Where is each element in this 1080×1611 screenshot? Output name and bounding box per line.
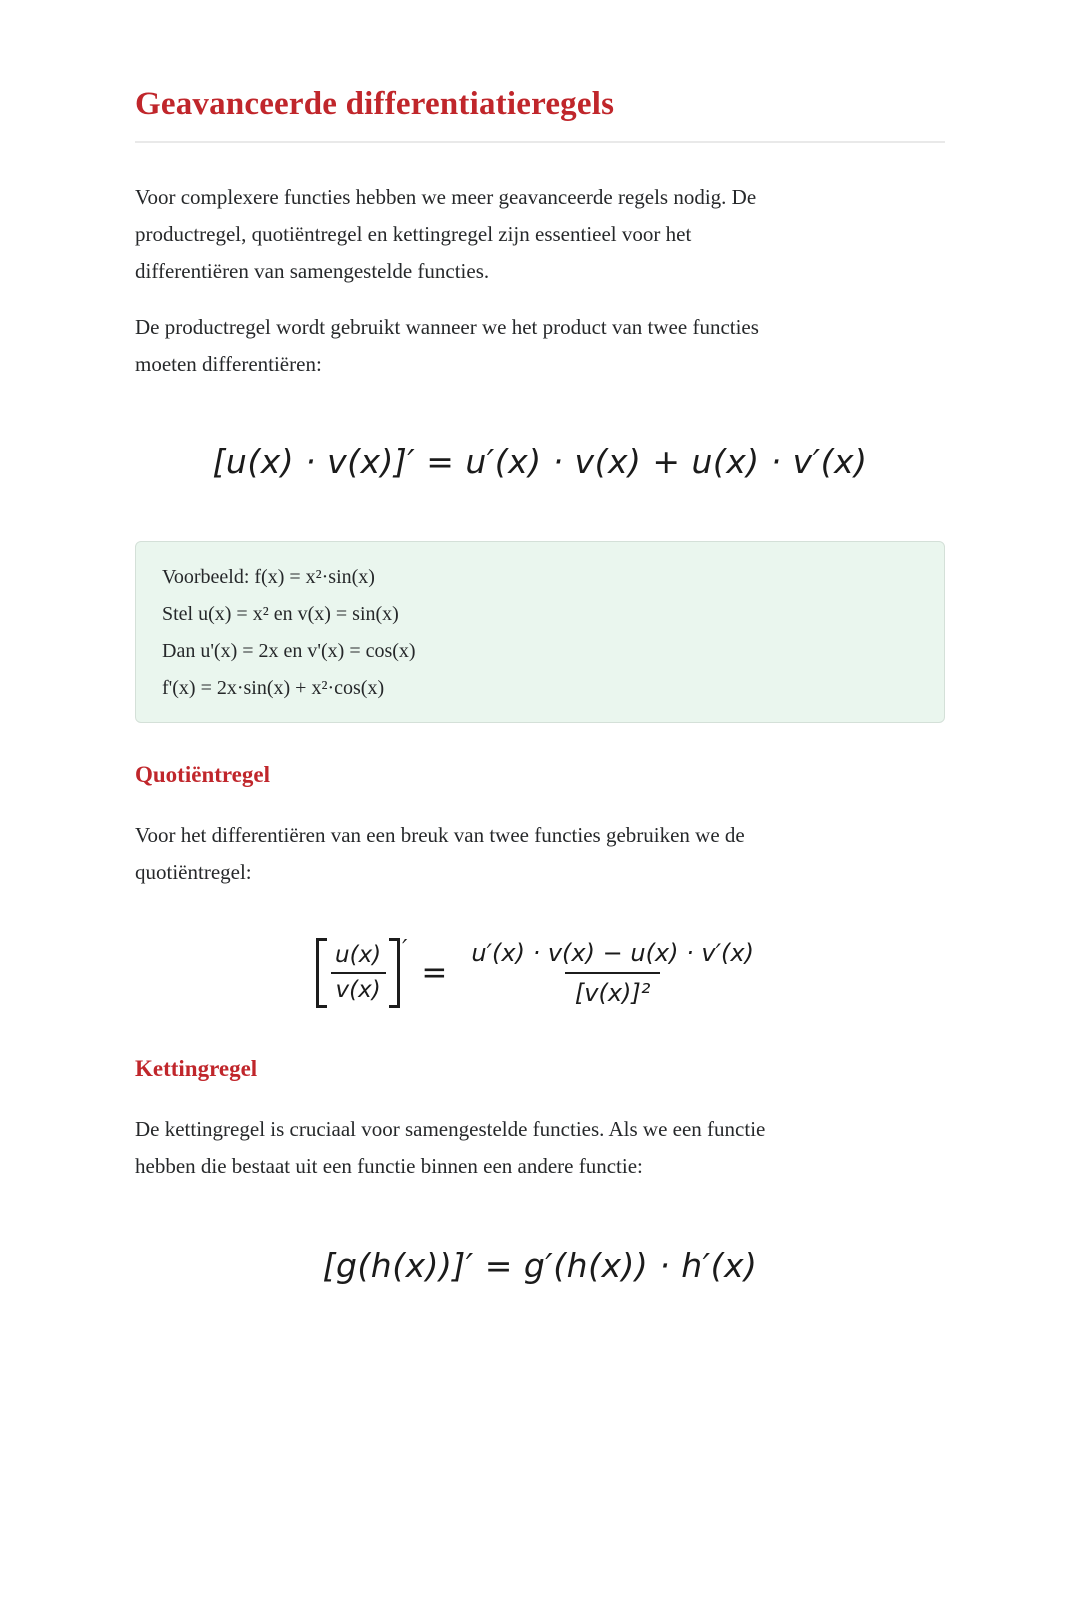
left-bracket (316, 938, 327, 1008)
product-rule-formula: [u(x) · v(x)]′ = u′(x) · v(x) + u(x) · v′(x) (212, 442, 868, 481)
quotient-rule-formula (135, 935, 945, 1011)
product-intro-paragraph (135, 309, 945, 383)
rhs-fraction (461, 938, 764, 1008)
chain-paragraph (135, 1111, 945, 1185)
text-line: De productregel wordt gebruikt wanneer we het product van twee functies (135, 315, 759, 339)
lhs-numerator: u(x) (335, 942, 382, 968)
equals-sign: = (421, 955, 448, 991)
text-line: Voor het differentiëren van een breuk van twee functies gebruiken we de (135, 823, 745, 847)
text-line: Voor complexere functies hebben we meer geavanceerde regels nodig. De (135, 185, 757, 209)
rhs-denominator: [v(x)]² (565, 972, 660, 1008)
document-page (0, 84, 1080, 1611)
quotient-lhs (316, 938, 407, 1008)
text-line: differentiëren van samengestelde functies. (135, 259, 490, 283)
example-box (135, 541, 945, 723)
right-bracket (389, 938, 400, 1008)
title-divider (135, 141, 945, 143)
prime-mark: ′ (402, 936, 408, 962)
quotient-heading: Quotiëntregel (135, 762, 270, 787)
text-line: De kettingregel is cruciaal voor samengestelde functies. Als we een functie (135, 1117, 766, 1141)
rhs-numerator: u′(x) · v(x) − u(x) · v′(x) (471, 939, 754, 967)
quotient-paragraph (135, 817, 945, 891)
example-line: Voorbeeld: f(x) = x²·sin(x) (162, 566, 375, 588)
lhs-denominator: v(x) (331, 972, 386, 1004)
content-column (135, 84, 945, 1289)
text-line: moeten differentiëren: (135, 352, 322, 376)
example-line: Stel u(x) = x² en v(x) = sin(x) (162, 603, 399, 625)
text-line: quotiëntregel: (135, 860, 252, 884)
lhs-fraction (330, 942, 386, 1004)
example-line: f'(x) = 2x·sin(x) + x²·cos(x) (162, 677, 385, 699)
text-line: hebben die bestaat uit een functie binnen een andere functie: (135, 1154, 643, 1178)
intro-paragraph (135, 179, 945, 290)
example-line: Dan u'(x) = 2x en v'(x) = cos(x) (162, 640, 416, 662)
page-title: Geavanceerde differentiatieregels (135, 86, 615, 122)
text-line: productregel, quotiëntregel en kettingregel zijn essentieel voor het (135, 222, 692, 246)
chain-rule-formula: [g(h(x))]′ = g′(h(x)) · h′(x) (322, 1246, 758, 1285)
chain-heading: Kettingregel (135, 1056, 258, 1081)
